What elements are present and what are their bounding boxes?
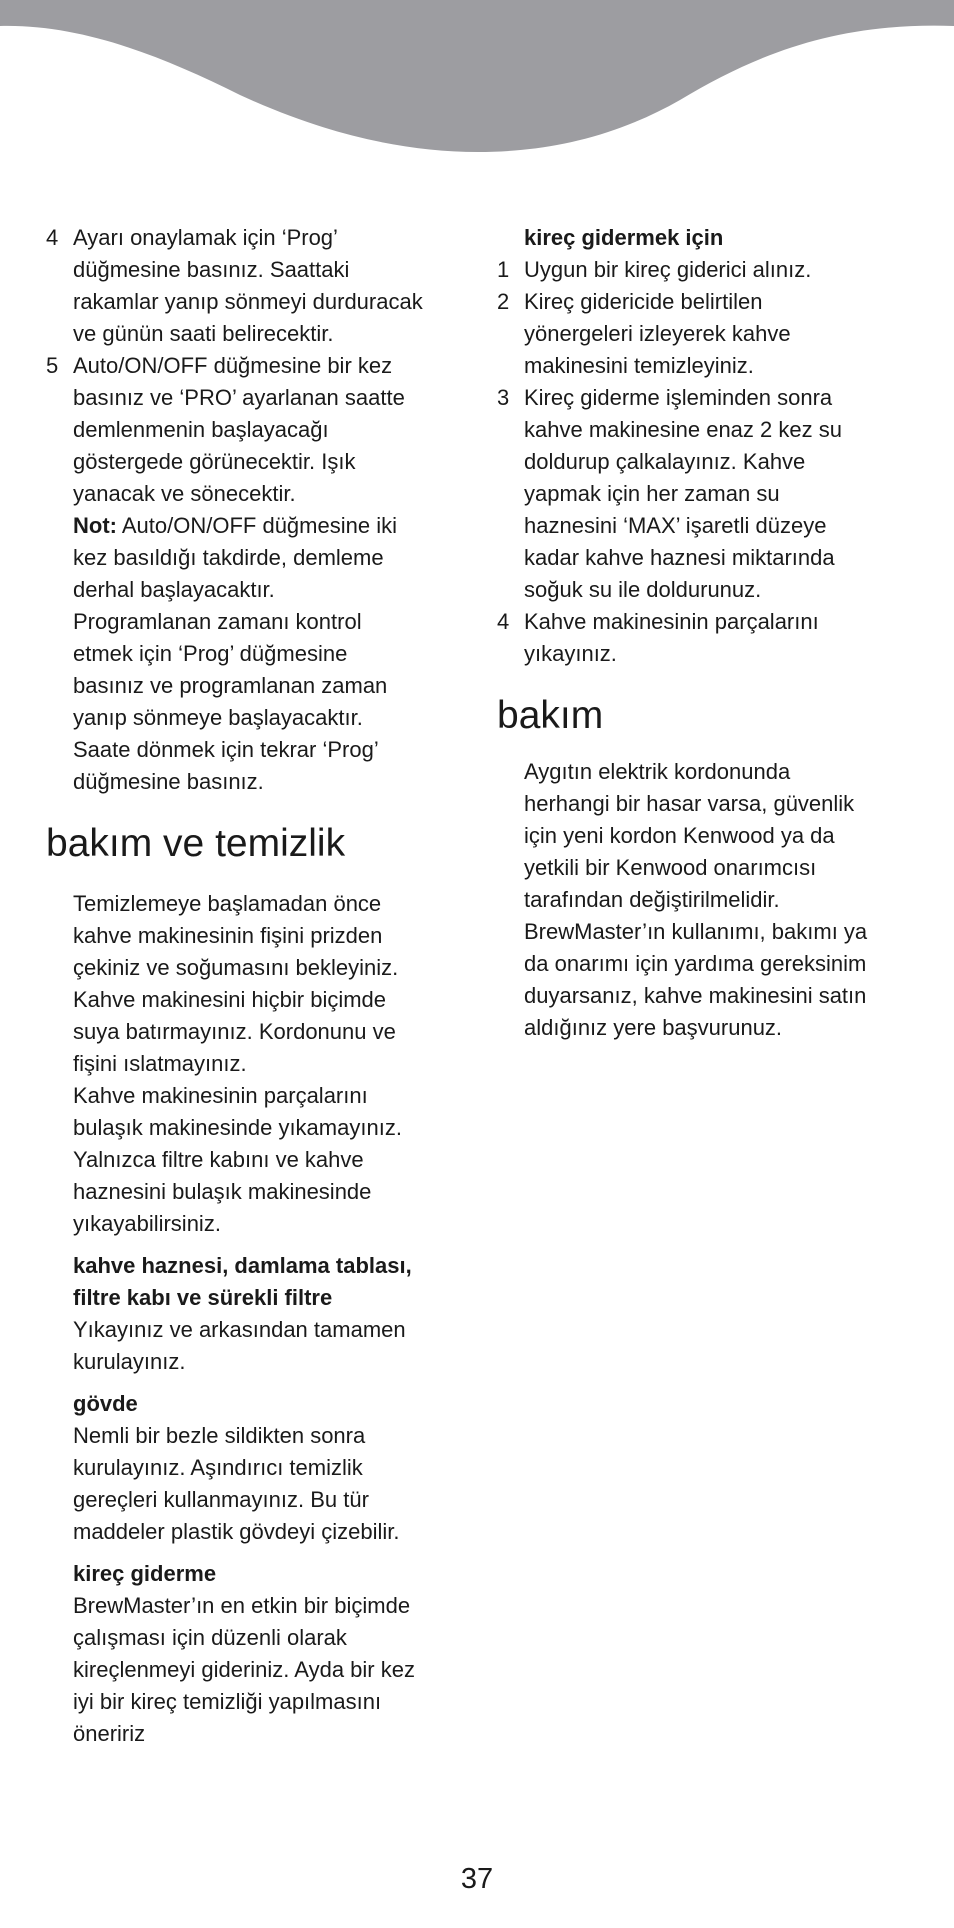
intro-line: Kahve makinesini hiçbir biçimde	[73, 987, 387, 1012]
step-text-line: yapmak için her zaman su	[524, 481, 780, 506]
body-line: maddeler plastik gövdeyi çizebilir.	[73, 1519, 400, 1544]
step-number: 1	[497, 257, 510, 282]
section-heading-care-cleaning: bakım ve temizlik	[46, 822, 346, 865]
note-text-line: Programlanan zamanı kontrol	[73, 609, 362, 634]
step-text-line: Kireç gidericide belirtilen	[524, 289, 763, 314]
step-5-item	[46, 350, 466, 798]
step-text-line: yönergeleri izleyerek kahve	[524, 321, 791, 346]
page-number: 37	[460, 1863, 494, 1895]
descaling-line: çalışması için düzenli olarak	[73, 1625, 347, 1650]
note-text-line: etmek için ‘Prog’ düğmesine	[73, 641, 348, 666]
step-text-line: Kahve makinesinin parçalarını	[524, 609, 819, 634]
note-text-line: yanıp sönmeye başlayacaktır.	[73, 705, 363, 730]
note-text-line: derhal başlayacaktır.	[73, 577, 275, 602]
service-line: Aygıtın elektrik kordonunda	[524, 759, 791, 784]
descale-step-3	[497, 382, 917, 606]
intro-line: Kahve makinesinin parçalarını	[73, 1083, 368, 1108]
step-text-line: ve günün saati belirecektir.	[73, 321, 334, 346]
service-line: da onarımı için yardıma gereksinim	[524, 951, 867, 976]
service-line: BrewMaster’ın kullanımı, bakımı ya	[524, 919, 868, 944]
step-4-item	[46, 222, 466, 350]
right-column	[497, 222, 917, 1044]
step-number: 2	[497, 289, 510, 314]
step-text-line: demlenmenin başlayacağı	[73, 417, 329, 442]
descale-step-4	[497, 606, 917, 670]
step-text-line: makinesini temizleyiniz.	[524, 353, 754, 378]
step-text-line: yanacak ve sönecektir.	[73, 481, 296, 506]
service-line: yetkili bir Kenwood onarımcısı	[524, 855, 817, 880]
body-line: gereçleri kullanmayınız. Bu tür	[73, 1487, 369, 1512]
step-number: 3	[497, 385, 510, 410]
step-text-line: Uygun bir kireç giderici alınız.	[524, 257, 812, 282]
intro-line: yıkayabilirsiniz.	[73, 1211, 221, 1236]
step-number: 4	[497, 609, 510, 634]
step-text-line: Ayarı onaylamak için ‘Prog’	[73, 225, 338, 250]
intro-line: haznesini bulaşık makinesinde	[73, 1179, 372, 1204]
step-text-line: basınız ve ‘PRO’ ayarlanan saatte	[73, 385, 405, 410]
intro-line: fişini ıslatmayınız.	[73, 1051, 247, 1076]
body-line: Nemli bir bezle sildikten sonra	[73, 1423, 366, 1448]
step-number: 4	[46, 225, 59, 250]
service-line: aldığınız yere başvurunuz.	[524, 1015, 783, 1040]
step-text-line: rakamlar yanıp sönmeyi durduracak	[73, 289, 423, 314]
subheading-to-descale: kireç gidermek için	[524, 225, 724, 250]
header-wave-graphic	[0, 0, 954, 170]
step-text-line: doldurup çalkalayınız. Kahve	[524, 449, 806, 474]
note-text-line: düğmesine basınız.	[73, 769, 264, 794]
subheading-parts: kahve haznesi, damlama tablası,	[73, 1253, 412, 1278]
descaling-line: iyi bir kireç temizliği yapılmasını	[73, 1689, 382, 1714]
cleaning-intro	[46, 888, 466, 1750]
parts-line: kurulayınız.	[73, 1349, 186, 1374]
intro-line: Temizlemeye başlamadan önce	[73, 891, 382, 916]
step-text-line: göstergede görünecektir. Işık	[73, 449, 356, 474]
service-line: duyarsanız, kahve makinesini satın	[524, 983, 867, 1008]
section-heading-service: bakım	[497, 694, 604, 737]
descale-step-2	[497, 286, 917, 382]
intro-line: kahve makinesinin fişini prizden	[73, 923, 383, 948]
step-text-line: soğuk su ile doldurunuz.	[524, 577, 762, 602]
descaling-line: kireçlenmeyi gideriniz. Ayda bir kez	[73, 1657, 415, 1682]
subheading-descaling: kireç giderme	[73, 1561, 217, 1586]
intro-line: bulaşık makinesinde yıkamayınız.	[73, 1115, 402, 1140]
note-text-line: Saate dönmek için tekrar ‘Prog’	[73, 737, 379, 762]
step-text-line: yıkayınız.	[524, 641, 617, 666]
subheading-body: gövde	[73, 1391, 138, 1416]
step-text-line: kadar kahve haznesi miktarında	[524, 545, 835, 570]
note-text-line: kez basıldığı takdirde, demleme	[73, 545, 384, 570]
step-text-line: haznesini ‘MAX’ işaretli düzeye	[524, 513, 827, 538]
descaling-line: öneririz	[73, 1721, 146, 1746]
step-text-line: kahve makinesine enaz 2 kez su	[524, 417, 842, 442]
body-line: kurulayınız. Aşındırıcı temizlik	[73, 1455, 363, 1480]
intro-line: Yalnızca filtre kabını ve kahve	[73, 1147, 364, 1172]
note-text-line: basınız ve programlanan zaman	[73, 673, 388, 698]
step-text-line: düğmesine basınız. Saattaki	[73, 257, 350, 282]
parts-line: Yıkayınız ve arkasından tamamen	[73, 1317, 406, 1342]
descaling-line: BrewMaster’ın en etkin bir biçimde	[73, 1593, 411, 1618]
step-text-line: Auto/ON/OFF düğmesine bir kez	[73, 353, 393, 378]
subheading-parts: filtre kabı ve sürekli filtre	[73, 1285, 333, 1310]
service-text	[497, 756, 917, 1044]
intro-line: suya batırmayınız. Kordonunu ve	[73, 1019, 396, 1044]
intro-line: çekiniz ve soğumasını bekleyiniz.	[73, 955, 399, 980]
service-line: herhangi bir hasar varsa, güvenlik	[524, 791, 855, 816]
service-line: tarafından değiştirilmelidir.	[524, 887, 780, 912]
step-text-line: Kireç giderme işleminden sonra	[524, 385, 833, 410]
note-label: Not:	[73, 513, 117, 538]
step-number: 5	[46, 353, 59, 378]
note-first-text: Auto/ON/OFF düğmesine iki	[116, 513, 397, 538]
service-line: için yeni kordon Kenwood ya da	[524, 823, 835, 848]
left-column	[46, 222, 466, 1750]
note-first-line	[73, 510, 466, 542]
descale-step-1	[497, 254, 917, 286]
